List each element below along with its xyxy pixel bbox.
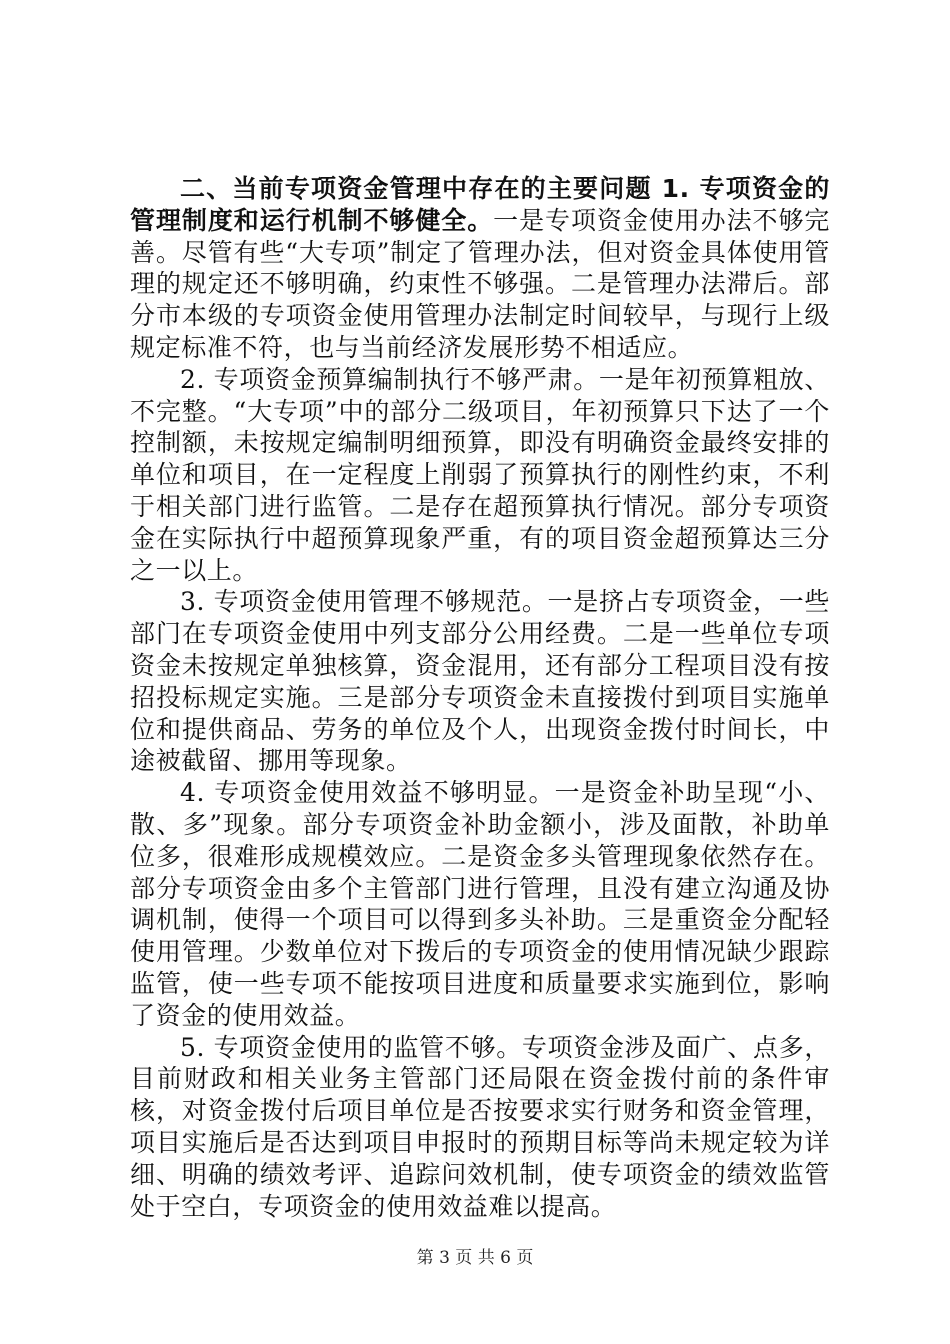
paragraph-1-text: 一是专项资金使用办法不够完善。尽管有些“大专项”制定了管理办法，但对资金具体使用管理的规定还不够明确，约束性不够强。二是管理办法滞后。部分市本级的专项资金使用管理办法制定时间较早，与现行上级规定标准不符，也与当前经济发展形势不相适应。 <box>130 205 830 362</box>
section-heading: 二、当前专项资金管理中存在的主要问题 1. 专项资金的管理制度和运行机制不够健全。 <box>130 174 830 235</box>
paragraph-5: 5. 专项资金使用的监管不够。专项资金涉及面广、点多，目前财政和相关业务主管部门还局限在资金拨付前的条件审核，对资金拨付后项目单位是否按要求实行财务和资金管理，项目实施后是否达到项目申报时的预期目标等尚未规定较为详细、明确的绩效考评、追踪问效机制，使专项资金的绩效监管处于空白，专项资金的使用效益难以提高。 <box>130 1032 830 1221</box>
paragraph-4: 4. 专项资金使用效益不够明显。一是资金补助呈现“小、散、多”现象。部分专项资金补助金额小，涉及面散，补助单位多，很难形成规模效应。二是资金多头管理现象依然存在。部分专项资金由多个主管部门进行管理，且没有建立沟通及协调机制，使得一个项目可以得到多头补助。三是重资金分配轻使用管理。少数单位对下拨后的专项资金的使用情况缺少跟踪监管，使一些专项不能按项目进度和质量要求实施到位，影响了资金的使用效益。 <box>130 778 830 1030</box>
document-body <box>130 173 830 1222</box>
paragraph-1 <box>130 173 830 364</box>
page-footer: 第 3 页 共 6 页 <box>416 1248 534 1268</box>
paragraph-2: 2. 专项资金预算编制执行不够严肃。一是年初预算粗放、不完整。“大专项”中的部分二级项目，年初预算只下达了一个控制额，未按规定编制明细预算，即没有明确资金最终安排的单位和项目，在一定程度上削弱了预算执行的刚性约束，不利于相关部门进行监管。二是存在超预算执行情况。部分专项资金在实际执行中超预算现象严重，有的项目资金超预算达三分之一以上。 <box>130 364 830 585</box>
paragraph-3: 3. 专项资金使用管理不够规范。一是挤占专项资金，一些部门在专项资金使用中列支部分公用经费。二是一些单位专项资金未按规定单独核算，资金混用，还有部分工程项目没有按招投标规定实施。三是部分专项资金未直接拨付到项目实施单位和提供商品、劳务的单位及个人，出现资金拨付时间长，中途被截留、挪用等现象。 <box>130 587 830 776</box>
